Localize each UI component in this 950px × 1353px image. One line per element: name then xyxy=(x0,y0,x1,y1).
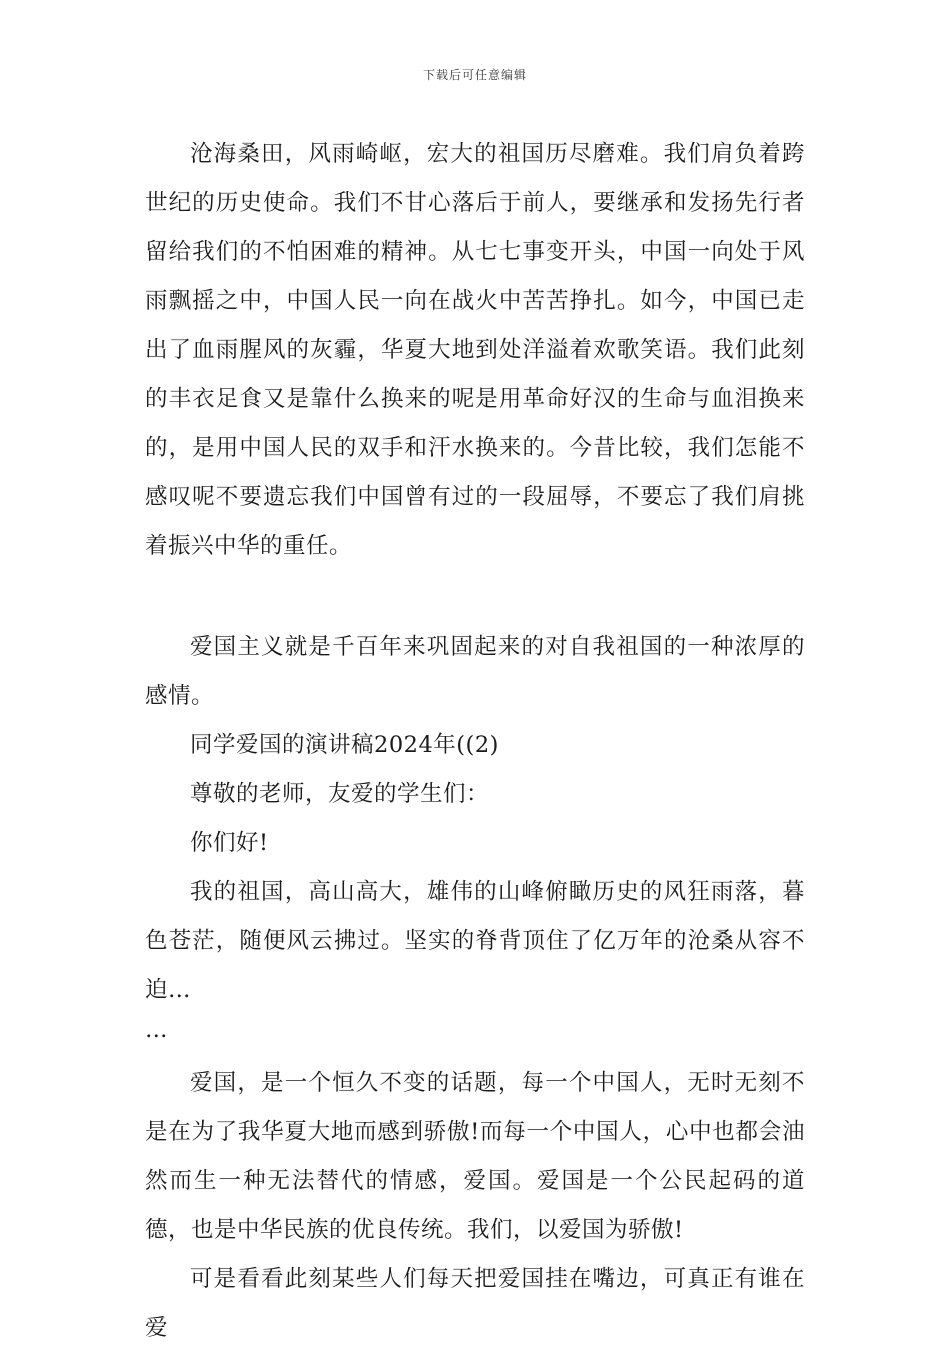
paragraph-gap xyxy=(145,571,805,623)
greeting-line: 尊敬的老师，友爱的学生们： xyxy=(190,781,490,807)
paragraph-gap-small xyxy=(145,1045,805,1059)
hello-line: 你们好! xyxy=(190,830,269,856)
page-header: 下载后可任意编辑 xyxy=(422,68,527,82)
paragraph-3-ellipsis: … xyxy=(145,1017,168,1043)
speech-title: 同学爱国的演讲稿2024年((2) xyxy=(190,732,499,758)
paragraph-3-text: 我的祖国，高山高大，雄伟的山峰俯瞰历史的风狂雨落，暮色苍茫，随便风云拂过。坚实的脊背顶住了亿万年的沧桑从容不迫… xyxy=(145,879,805,1003)
paragraph-5: 可是看看此刻某些人们每天把爱国挂在嘴边，可真正有谁在爱 xyxy=(145,1266,805,1341)
paragraph-2: 爱国主义就是千百年来巩固起来的对自我祖国的一种浓厚的感情。 xyxy=(145,634,805,709)
paragraph-1: 沧海桑田，风雨崎岖，宏大的祖国历尽磨难。我们肩负着跨世纪的历史使命。我们不甘心落后于前人，要继承和发扬先行者留给我们的不怕困难的精神。从七七事变开头，中国一向处于风雨飘摇之中，中国人民一向在战火中苦苦挣扎。如今，中国已走出了血雨腥风的灰霾，华夏大地到处洋溢着欢歌笑语。我们此刻的丰衣足食又是靠什么换来的呢是用革命好汉的生命与血泪换来的，是用中国人民的双手和汗水换来的。今昔比较，我们怎能不感叹呢不要遗忘我们中国曾有过的一段屈辱，不要忘了我们肩挑着振兴中华的重任。 xyxy=(145,141,805,559)
paragraph-3 xyxy=(145,868,805,1045)
document-body xyxy=(145,130,805,1353)
paragraph-4: 爱国，是一个恒久不变的话题，每一个中国人，无时无刻不是在为了我华夏大地而感到骄傲!而每一个中国人，心中也都会油然而生一种无法替代的情感，爱国。爱国是一个公民起码的道德，也是中华民族的优良传统。我们，以爱国为骄傲! xyxy=(145,1070,805,1243)
